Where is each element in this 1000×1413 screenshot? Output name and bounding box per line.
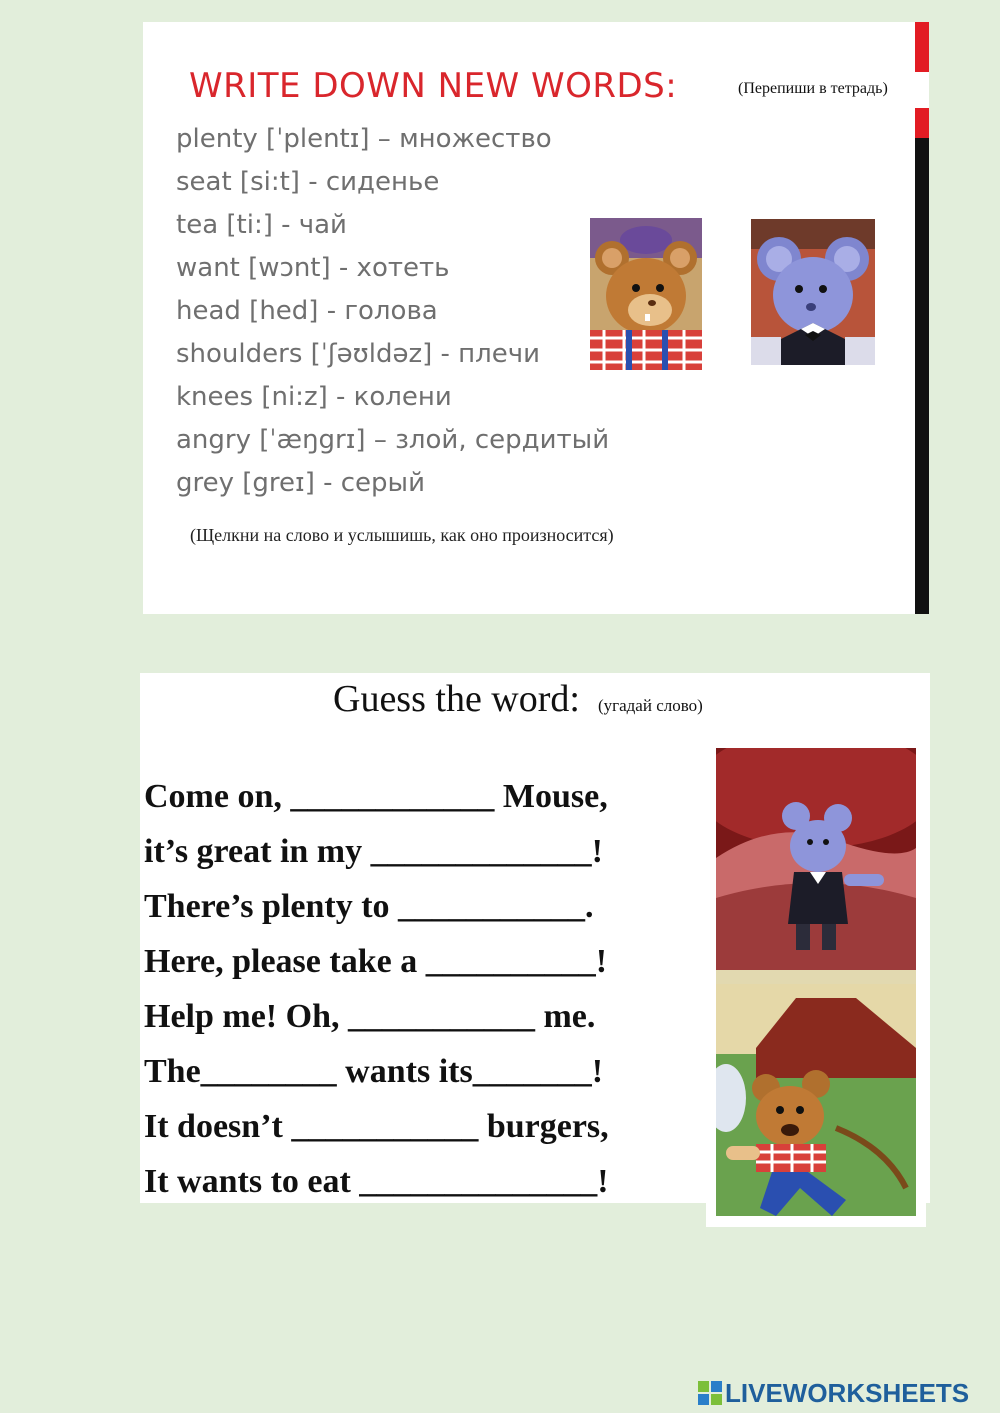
vocab-word-seat[interactable]: seat [si:t] - сиденье bbox=[176, 167, 440, 197]
poem-line[interactable]: It doesn’t ___________ burgers, bbox=[144, 1108, 609, 1145]
slide-hint: (Щелкни на слово и услышишь, как оно произносится) bbox=[190, 525, 614, 545]
story-illustration bbox=[716, 748, 916, 1216]
slide-note: (Перепиши в тетрадь) bbox=[738, 80, 888, 97]
grey-mouse-image bbox=[751, 219, 875, 365]
poem-line[interactable]: it’s great in my _____________! bbox=[144, 833, 603, 870]
slide-accent-bar-red bbox=[915, 22, 929, 72]
vocab-word-grey[interactable]: grey [greɪ] - серый bbox=[176, 468, 425, 498]
vocab-word-head[interactable]: head [hed] - голова bbox=[176, 296, 438, 326]
vocab-word-tea[interactable]: tea [ti:] - чай bbox=[176, 210, 347, 240]
liveworksheets-brand[interactable] bbox=[698, 1378, 969, 1408]
poem-line[interactable]: There’s plenty to ___________. bbox=[144, 888, 594, 925]
vocabulary-list bbox=[176, 118, 609, 505]
vocabulary-slide bbox=[143, 22, 929, 614]
poem-line[interactable]: It wants to eat ______________! bbox=[144, 1163, 609, 1200]
exercise-title bbox=[333, 677, 703, 721]
poem-lines bbox=[144, 769, 609, 1209]
poem-line[interactable]: Come on, ____________ Mouse, bbox=[144, 778, 608, 815]
brand-name: LIVEWORKSHEETS bbox=[725, 1377, 970, 1408]
vocab-word-angry[interactable]: angry [ˈæŋgrɪ] – злой, сердитый bbox=[176, 425, 610, 455]
poem-line[interactable]: The________ wants its_______! bbox=[144, 1053, 604, 1090]
slide-title: WRITE DOWN NEW WORDS: bbox=[189, 66, 678, 106]
story-image-frame bbox=[706, 745, 926, 1227]
vocab-word-knees[interactable]: knees [ni:z] - колени bbox=[176, 382, 452, 412]
poem-line[interactable]: Here, please take a __________! bbox=[144, 943, 608, 980]
poem-line[interactable]: Help me! Oh, ___________ me. bbox=[144, 998, 596, 1035]
vocab-word-plenty[interactable]: plenty [ˈplentɪ] – множество bbox=[176, 124, 552, 154]
liveworksheets-logo-icon bbox=[698, 1381, 722, 1405]
vocab-word-shoulders[interactable]: shoulders [ˈʃəʊldəz] - плечи bbox=[176, 339, 541, 369]
brown-mouse-image bbox=[590, 218, 702, 370]
exercise-subtitle: (угадай слово) bbox=[597, 696, 703, 715]
vocab-word-want[interactable]: want [wɔnt] - хотеть bbox=[176, 253, 450, 283]
slide-accent-bar-black bbox=[915, 138, 929, 614]
slide-accent-bar-red bbox=[915, 108, 929, 138]
exercise-title-text: Guess the word: bbox=[333, 678, 580, 720]
